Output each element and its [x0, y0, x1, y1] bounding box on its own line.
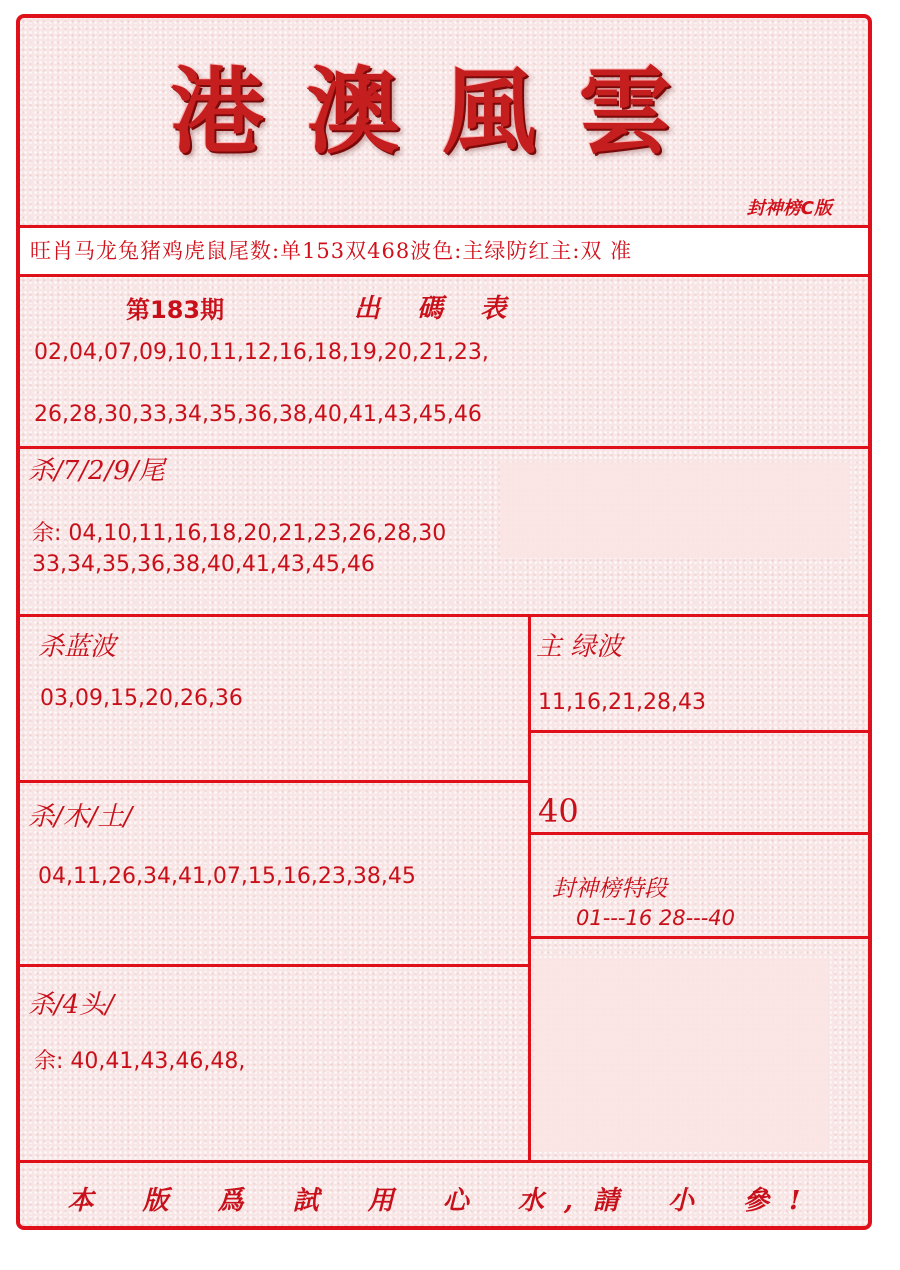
- divider: [20, 964, 530, 967]
- edition-label: 封神榜C版: [746, 198, 832, 219]
- special-ranges: 01---16 28---40: [576, 906, 736, 930]
- main-green-label: 主 绿波: [536, 632, 623, 662]
- chart-numbers-row2: 26,28,30,33,34,35,36,38,40,41,43,45,46: [34, 402, 482, 427]
- kill-head-remain: 余: 40,41,43,46,48,: [34, 1049, 246, 1074]
- divider: [20, 446, 868, 449]
- divider: [20, 614, 868, 617]
- page-title: 港澳風雲: [170, 57, 715, 167]
- chart-numbers-row1: 02,04,07,09,10,11,12,16,18,19,20,21,23,: [34, 340, 489, 365]
- divider: [528, 730, 868, 733]
- blank-panel: [500, 462, 850, 558]
- footer-note: 本 版 爲 試 用 心 水,請 小 參!: [67, 1186, 821, 1216]
- divider: [528, 832, 868, 835]
- kill-blue-numbers: 03,09,15,20,26,36: [40, 686, 243, 711]
- kill-element-numbers: 04,11,26,34,41,07,15,16,23,38,45: [38, 864, 416, 889]
- chart-title: 出 碼 表: [354, 294, 521, 324]
- main-green-numbers: 11,16,21,28,43: [538, 690, 706, 715]
- kill-tail-remain-row2: 33,34,35,36,38,40,41,43,45,46: [32, 552, 375, 577]
- divider: [20, 1160, 868, 1163]
- kill-tail-label: 杀/7/2/9/尾: [28, 456, 165, 486]
- period-number: 第183期: [126, 296, 225, 324]
- special-label: 封神榜特段: [552, 876, 667, 902]
- divider: [528, 936, 868, 939]
- divider: [20, 274, 868, 277]
- info-line: 旺肖马龙兔猪鸡虎鼠尾数:单153双468波色:主绿防红主:双 准: [30, 239, 633, 263]
- divider: [20, 780, 530, 783]
- single-number: 40: [538, 792, 579, 830]
- blank-panel: [534, 958, 830, 1152]
- kill-head-label: 杀/4头/: [28, 990, 115, 1020]
- document-frame: [16, 14, 872, 1230]
- kill-blue-label: 杀蓝波: [38, 632, 117, 662]
- column-divider: [528, 614, 531, 1162]
- kill-element-label: 杀/木/土/: [28, 802, 133, 832]
- kill-tail-remain-row1: 余: 04,10,11,16,18,20,21,23,26,28,30: [32, 521, 447, 546]
